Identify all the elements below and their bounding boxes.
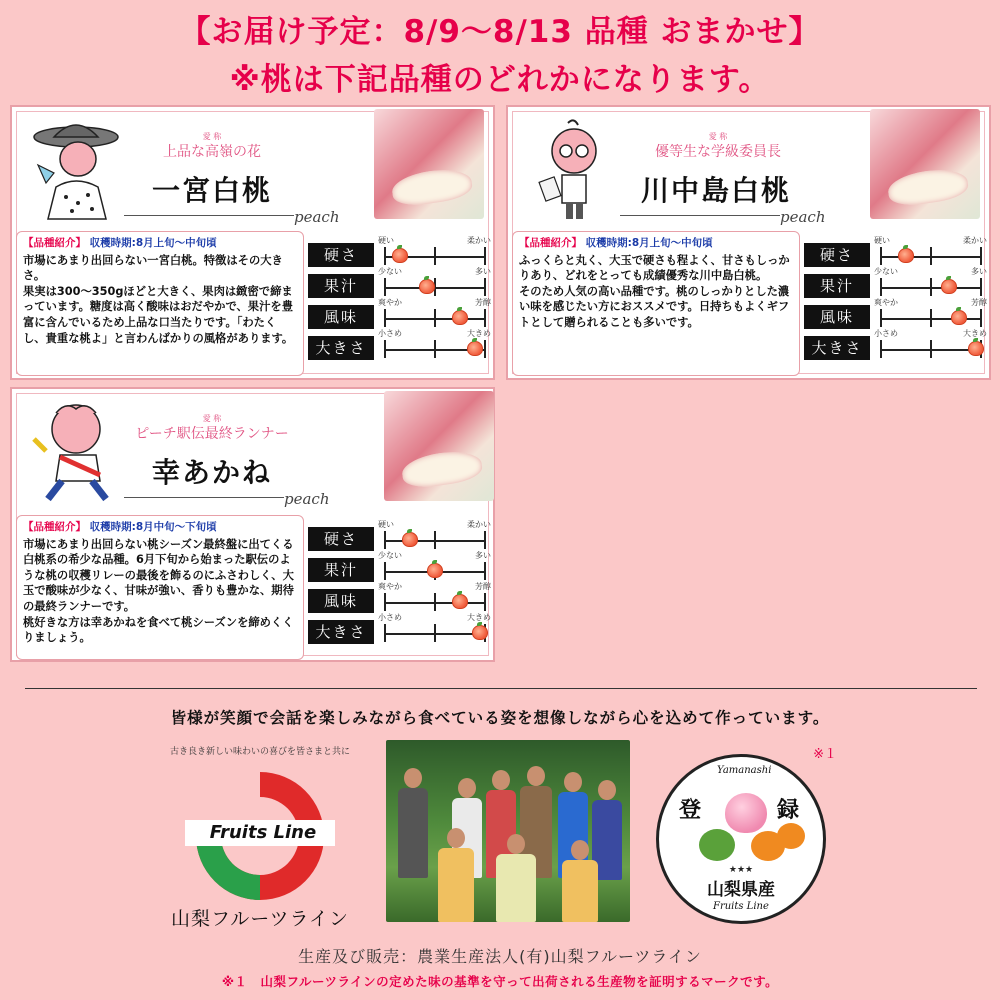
seal-arc-bottom: Fruits Line	[713, 901, 769, 912]
seal-stars: ★★★	[728, 865, 754, 875]
variety-nickname: 優等生な学級委員長	[655, 144, 781, 160]
peach-marker-icon	[427, 563, 443, 578]
section-divider	[25, 688, 977, 689]
peach-photo	[374, 109, 484, 219]
seal-right-char: 録	[777, 798, 800, 823]
taste-meter-low: 爽やか	[378, 298, 402, 307]
taste-meter-tick	[484, 278, 486, 296]
taste-meter-high: 大きめ	[963, 329, 987, 338]
taste-meter-tick	[484, 247, 486, 265]
taste-meter-tick	[434, 624, 436, 642]
taste-meter-low: 少ない	[378, 267, 402, 276]
harvest-season: 収穫時期:8月中旬～下旬頃	[89, 521, 217, 533]
taste-meter-label: 大きさ	[308, 620, 374, 644]
harvest-season: 収穫時期:8月上旬～中旬頃	[89, 237, 217, 249]
taste-meters	[308, 515, 493, 660]
variety-card-kawanakajima	[506, 105, 991, 380]
taste-meter-high: 大きめ	[467, 613, 491, 622]
taste-meter-tick	[434, 593, 436, 611]
taste-meter-low: 硬い	[874, 236, 890, 245]
taste-meter-tick	[384, 247, 386, 265]
taste-meter-tick	[484, 531, 486, 549]
intro-tag: 【品種紹介】	[519, 237, 582, 249]
taste-meter-tick	[384, 593, 386, 611]
taste-meter-high: 芳醇	[475, 298, 491, 307]
taste-meter-high: 柔かい	[467, 520, 491, 529]
taste-meter-high: 大きめ	[467, 329, 491, 338]
name-underline	[124, 215, 294, 216]
taste-meter-row	[308, 330, 493, 360]
company-name: 山梨フルーツライン	[171, 908, 349, 930]
variety-name: 幸あかね	[151, 456, 272, 489]
taste-meter-tick	[484, 340, 486, 358]
peach-marker-icon	[941, 279, 957, 294]
taste-meter-label: 果汁	[804, 274, 870, 298]
seal-persimmon-icon	[777, 823, 805, 849]
taste-meter-label: 風味	[308, 305, 374, 329]
peach-script-label: peach	[284, 490, 330, 508]
taste-meter-row	[804, 299, 989, 329]
taste-meter-low: 小さめ	[378, 329, 402, 338]
taste-meter-label: 果汁	[308, 274, 374, 298]
peach-photo	[870, 109, 980, 219]
company-tagline: 古き良き新しい味わいの喜びを皆さまと共に	[169, 747, 350, 757]
taste-meter-label: 硬さ	[804, 243, 870, 267]
taste-meter-tick	[484, 309, 486, 327]
taste-meter-row	[308, 583, 493, 613]
taste-meters	[804, 231, 989, 376]
producer-info: 生産及び販売：農業生産法人(有)山梨フルーツライン	[298, 947, 702, 966]
peach-marker-icon	[452, 594, 468, 609]
taste-meter-tick	[880, 309, 882, 327]
taste-meter-tick	[384, 624, 386, 642]
variety-description-box	[512, 231, 800, 376]
mark-footnote: ※１ 山梨フルーツラインの定めた味の基準を守って出荷される生産物を証明するマークです。	[221, 974, 779, 989]
variety-card-ichinomiya	[10, 105, 495, 380]
registered-mark-seal	[656, 747, 837, 924]
taste-meter-label: 大きさ	[804, 336, 870, 360]
class-president-character-icon	[522, 117, 622, 227]
lady-character-icon	[26, 117, 126, 227]
peach-marker-icon	[392, 248, 408, 263]
taste-meter-tick	[930, 340, 932, 358]
taste-meter-row	[308, 237, 493, 267]
taste-meter-tick	[980, 309, 982, 327]
staff-group-photo	[386, 740, 630, 922]
seal-bottom-text: 山梨県産	[707, 880, 775, 900]
variety-description: 市場にあまり出回らない桃シーズン最終盤に出てくる白桃系の希少な品種。6月下旬から始まった駅伝のような桃の収穫リレーの最後を飾るのにふさわしく、大玉で酸味が少なく、甘味が強い、香りも豊かな、期待の最終ランナーです。 桃好きな方は幸あかねを食べて桃シーズンを締めくくりましょう。	[23, 537, 294, 645]
taste-meter-high: 芳醇	[971, 298, 987, 307]
taste-meter-label: 硬さ	[308, 527, 374, 551]
intro-tag: 【品種紹介】	[23, 521, 86, 533]
seal-grape-icon	[699, 829, 735, 861]
harvest-season: 収穫時期:8月上旬～中旬頃	[585, 237, 713, 249]
intro-tag: 【品種紹介】	[23, 237, 86, 249]
taste-meter-tick	[384, 531, 386, 549]
peach-marker-icon	[472, 625, 488, 640]
taste-meter-high: 芳醇	[475, 582, 491, 591]
seal-arc-top: Yamanashi	[717, 765, 772, 776]
taste-meter-label: 大きさ	[308, 336, 374, 360]
taste-meter-row	[308, 268, 493, 298]
taste-meter-row	[804, 268, 989, 298]
taste-meter-tick	[930, 278, 932, 296]
name-underline	[124, 497, 284, 498]
peach-marker-icon	[898, 248, 914, 263]
taste-meter-tick	[434, 309, 436, 327]
nickname-ruby: 愛 称	[202, 132, 222, 141]
taste-meter-low: 爽やか	[874, 298, 898, 307]
peach-marker-icon	[452, 310, 468, 325]
taste-meter-low: 小さめ	[378, 613, 402, 622]
seal-left-char: 登	[679, 798, 702, 823]
delivery-schedule-title: 【お届け予定：8/9～8/13 品種 おまかせ】	[179, 14, 821, 50]
taste-meter-tick	[880, 278, 882, 296]
fruits-line-logo-text: Fruits Line	[209, 822, 317, 843]
taste-meter-tick	[484, 593, 486, 611]
taste-meter-low: 爽やか	[378, 582, 402, 591]
taste-meter-row	[804, 237, 989, 267]
taste-meter-label: 果汁	[308, 558, 374, 582]
nickname-ruby: 愛 称	[708, 132, 728, 141]
company-motto: 皆様が笑顔で会話を楽しみながら食べている姿を想像しながら心を込めて作っています。	[170, 709, 830, 727]
taste-meter-tick	[434, 531, 436, 549]
taste-meter-row	[308, 614, 493, 644]
variety-name: 一宮白桃	[151, 174, 272, 207]
taste-meter-row	[804, 330, 989, 360]
seal-peach-icon	[725, 793, 767, 833]
taste-meter-label: 風味	[308, 589, 374, 613]
taste-meter-label: 硬さ	[308, 243, 374, 267]
variety-name: 川中島白桃	[640, 174, 791, 207]
variety-description: 市場にあまり出回らない一宮白桃。特徴はその大きさ。 果実は300～350gほどと大きく、果肉は緻密で締まっています。糖度は高く酸味はおだやかで、果汁を豊富に含んでいるため上品な口当たりです。「わたくし、貴重な桃よ」と言わんばかりの風格があります。	[23, 253, 294, 345]
taste-meter-low: 少ない	[874, 267, 898, 276]
peach-photo	[384, 391, 494, 501]
variety-nickname: ピーチ駅伝最終ランナー	[135, 426, 289, 442]
taste-meter-high: 多い	[475, 551, 491, 560]
nickname-ruby: 愛 称	[202, 414, 222, 423]
taste-meter-high: 多い	[475, 267, 491, 276]
taste-meter-high: 柔かい	[467, 236, 491, 245]
taste-meter-row	[308, 521, 493, 551]
taste-meter-high: 柔かい	[963, 236, 987, 245]
name-underline	[620, 215, 780, 216]
taste-meter-tick	[384, 278, 386, 296]
taste-meter-low: 小さめ	[874, 329, 898, 338]
peach-script-label: peach	[294, 208, 340, 226]
taste-meter-tick	[930, 247, 932, 265]
taste-meter-tick	[434, 340, 436, 358]
peach-marker-icon	[402, 532, 418, 547]
taste-meters	[308, 231, 493, 376]
peach-marker-icon	[419, 279, 435, 294]
variety-description: ふっくらと丸く、大玉で硬さも程よく、甘さもしっかりあり、どれをとっても成績優秀な川中島白桃。 そのため人気の高い品種です。桃のしっかりとした濃い味を感じたい方におススメです。日持ちもよくギフトとして贈られることも多いです。	[519, 253, 790, 329]
taste-meter-low: 硬い	[378, 520, 394, 529]
peach-script-label: peach	[780, 208, 826, 226]
taste-meter-low: 硬い	[378, 236, 394, 245]
variety-notice-title: ※桃は下記品種のどれかになります。	[229, 62, 771, 98]
taste-meter-tick	[434, 247, 436, 265]
taste-meter-tick	[484, 562, 486, 580]
variety-card-sachiakane	[10, 387, 495, 662]
taste-meter-tick	[930, 309, 932, 327]
peach-marker-icon	[951, 310, 967, 325]
variety-description-box	[16, 231, 304, 376]
taste-meter-row	[308, 299, 493, 329]
peach-marker-icon	[467, 341, 483, 356]
variety-nickname: 上品な高嶺の花	[163, 144, 261, 160]
peach-marker-icon	[968, 341, 984, 356]
taste-meter-low: 少ない	[378, 551, 402, 560]
taste-meter-row	[308, 552, 493, 582]
variety-description-box	[16, 515, 304, 660]
taste-meter-tick	[384, 309, 386, 327]
taste-meter-tick	[880, 340, 882, 358]
taste-meter-tick	[980, 278, 982, 296]
taste-meter-high: 多い	[971, 267, 987, 276]
taste-meter-tick	[384, 340, 386, 358]
footnote-mark: ※１	[813, 747, 837, 762]
runner-character-icon	[26, 399, 126, 509]
taste-meter-label: 風味	[804, 305, 870, 329]
taste-meter-tick	[384, 562, 386, 580]
taste-meter-tick	[880, 247, 882, 265]
taste-meter-tick	[980, 247, 982, 265]
